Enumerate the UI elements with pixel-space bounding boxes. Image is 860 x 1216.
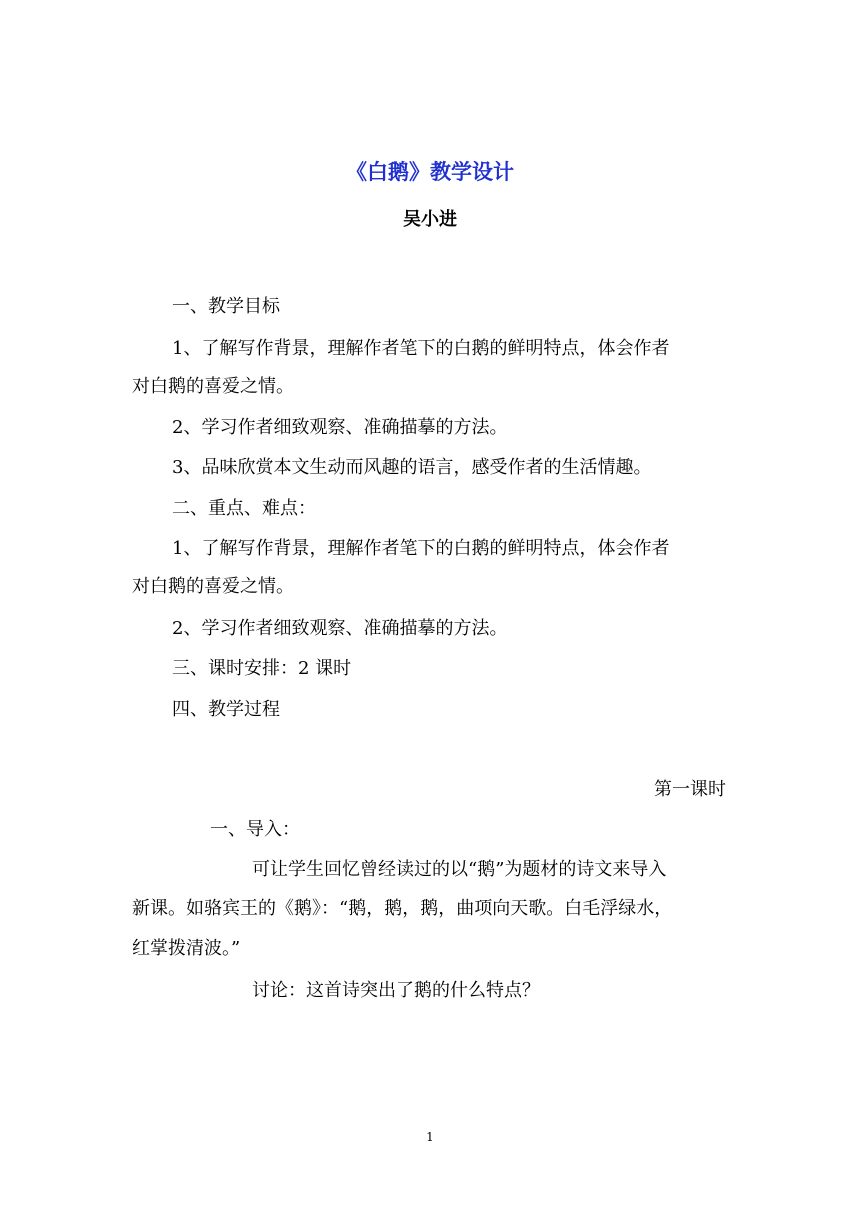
key-point-1-line-2: 对白鹅的喜爱之情。 — [132, 576, 294, 597]
objective-3: 3、品味欣赏本文生动而风趣的语言，感受作者的生活情趣。 — [172, 457, 652, 478]
heading-schedule: 三、课时安排：2 课时 — [172, 658, 352, 679]
intro-paragraph-line-3: 红掌拨清波。” — [132, 938, 241, 959]
objective-1-line-2: 对白鹅的喜爱之情。 — [132, 376, 294, 397]
heading-key-points: 二、重点、难点： — [172, 498, 316, 519]
heading-process: 四、教学过程 — [172, 699, 280, 720]
document-author: 吴小进 — [403, 209, 457, 230]
lesson-label: 第一课时 — [654, 779, 726, 800]
page-number: 1 — [426, 1130, 434, 1144]
intro-paragraph-line-1: 可让学生回忆曾经读过的以“鹅”为题材的诗文来导入 — [252, 859, 667, 880]
key-point-1-line-1: 1、了解写作背景，理解作者笔下的白鹅的鲜明特点，体会作者 — [172, 538, 670, 559]
intro-paragraph-line-2: 新课。如骆宾王的《鹅》：“鹅，鹅，鹅，曲项向天歌。白毛浮绿水， — [132, 898, 673, 919]
objective-2: 2、学习作者细致观察、准确描摹的方法。 — [172, 417, 508, 438]
document-title: 《白鹅》教学设计 — [346, 160, 514, 184]
heading-objectives: 一、教学目标 — [172, 296, 280, 317]
heading-introduction: 一、导入： — [210, 819, 300, 840]
key-point-2: 2、学习作者细致观察、准确描摹的方法。 — [172, 618, 508, 639]
discussion-question: 讨论：这首诗突出了鹅的什么特点？ — [252, 980, 540, 1001]
objective-1-line-1: 1、了解写作背景，理解作者笔下的白鹅的鲜明特点，体会作者 — [172, 338, 670, 359]
